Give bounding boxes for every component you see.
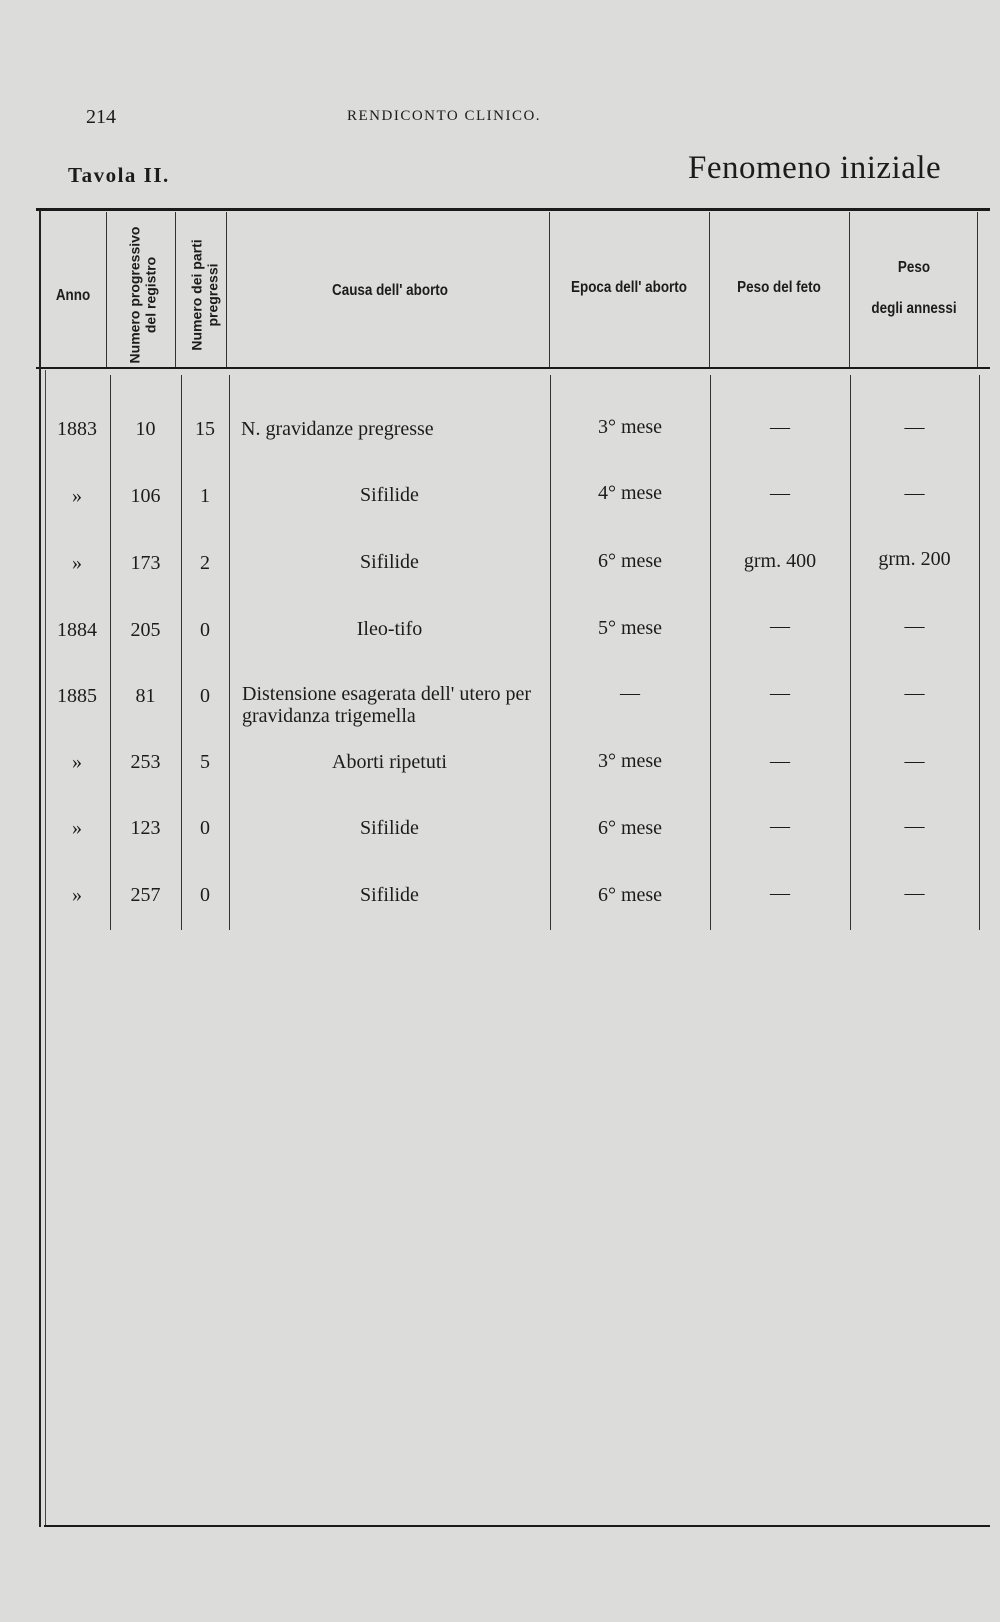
cell-peso-annessi: grm. 200 <box>878 548 951 570</box>
cell-causa: Distensione esagerata dell' utero per gravidanza trigemella <box>242 683 532 727</box>
cell-peso-annessi: — <box>904 750 925 772</box>
cell-epoca: — <box>620 682 640 704</box>
cell-parti: 2 <box>200 552 210 574</box>
header-divider <box>977 212 978 367</box>
cell-parti: 0 <box>200 685 210 707</box>
cell-anno: » <box>72 884 82 906</box>
header-peso-feto: Peso del feto <box>737 279 821 296</box>
table-top-rule <box>36 208 990 211</box>
header-divider <box>709 212 710 367</box>
cell-epoca: 6° mese <box>597 884 663 906</box>
body-divider <box>850 375 851 930</box>
cell-epoca: 6° mese <box>597 550 663 572</box>
cell-anno: » <box>72 552 82 574</box>
cell-causa: Sifilide <box>360 551 419 573</box>
cell-causa: Sifilide <box>360 484 419 506</box>
cell-parti: 1 <box>200 485 210 507</box>
cell-parti: 0 <box>200 884 210 906</box>
table-left-border-inner <box>45 370 46 1525</box>
header-anno: Anno <box>55 287 91 304</box>
cell-causa: Ileo-tifo <box>356 618 423 640</box>
cell-anno: » <box>72 817 82 839</box>
cell-peso-feto: — <box>770 682 790 704</box>
header-divider <box>226 212 227 367</box>
cell-epoca: 3° mese <box>597 416 663 438</box>
header-numero-registro: Numero progressivo del registro <box>126 226 159 364</box>
cell-peso-annessi: — <box>904 882 925 904</box>
cell-peso-feto: — <box>770 750 790 772</box>
body-divider <box>229 375 230 930</box>
body-divider <box>110 375 111 930</box>
cell-anno: 1884 <box>57 619 97 641</box>
cell-anno: 1885 <box>57 685 97 707</box>
header-divider <box>175 212 176 367</box>
cell-causa: Sifilide <box>360 817 419 839</box>
cell-causa: Aborti ripetuti <box>332 751 447 773</box>
cell-peso-annessi: — <box>904 416 925 438</box>
cell-anno: 1883 <box>57 418 97 440</box>
header-peso-annessi-2: degli annessi <box>871 300 957 317</box>
cell-registro: 10 <box>135 418 156 440</box>
cell-epoca: 6° mese <box>597 817 663 839</box>
cell-parti: 0 <box>200 619 210 641</box>
cell-epoca: 4° mese <box>597 482 663 504</box>
cell-peso-feto: — <box>770 482 790 504</box>
cell-epoca: 5° mese <box>597 617 663 639</box>
cell-parti: 5 <box>200 751 210 773</box>
body-divider <box>979 375 980 930</box>
cell-peso-annessi: — <box>904 682 925 704</box>
cell-peso-feto: — <box>770 416 790 438</box>
cell-peso-feto: grm. 400 <box>743 550 817 572</box>
header-epoca: Epoca dell' aborto <box>571 279 687 296</box>
header-divider <box>106 212 107 367</box>
cell-causa: N. gravidanze pregresse <box>241 418 434 440</box>
header-bottom-rule <box>36 367 990 369</box>
cell-peso-annessi: — <box>904 482 925 504</box>
table-bottom-rule <box>44 1525 990 1527</box>
body-divider <box>181 375 182 930</box>
cell-epoca: 3° mese <box>597 750 663 772</box>
cell-registro: 123 <box>130 817 161 839</box>
cell-peso-annessi: — <box>904 615 925 637</box>
page-number: 214 <box>86 106 116 128</box>
header-causa: Causa dell' aborto <box>332 282 448 299</box>
header-divider <box>849 212 850 367</box>
cell-registro: 81 <box>135 685 156 707</box>
cell-parti: 15 <box>195 418 215 440</box>
header-peso-annessi-1: Peso <box>897 259 931 276</box>
header-divider <box>549 212 550 367</box>
header-numero-parti: Numero dei parti pregressi <box>188 239 221 351</box>
table-label: Tavola II. <box>68 163 170 187</box>
table-title: Fenomeno iniziale <box>688 150 942 186</box>
body-divider <box>710 375 711 930</box>
cell-anno: » <box>72 485 82 507</box>
running-head: RENDICONTO CLINICO. <box>347 108 542 124</box>
cell-peso-feto: — <box>770 815 790 837</box>
cell-registro: 173 <box>130 552 161 574</box>
cell-registro: 253 <box>130 751 161 773</box>
body-divider <box>550 375 551 930</box>
cell-peso-annessi: — <box>904 815 925 837</box>
cell-peso-feto: — <box>770 615 790 637</box>
cell-registro: 257 <box>130 884 161 906</box>
cell-registro: 106 <box>130 485 161 507</box>
cell-registro: 205 <box>130 619 161 641</box>
table-left-border <box>39 210 41 1527</box>
cell-peso-feto: — <box>770 882 790 904</box>
cell-anno: » <box>72 751 82 773</box>
cell-parti: 0 <box>200 817 210 839</box>
cell-causa: Sifilide <box>360 884 419 906</box>
